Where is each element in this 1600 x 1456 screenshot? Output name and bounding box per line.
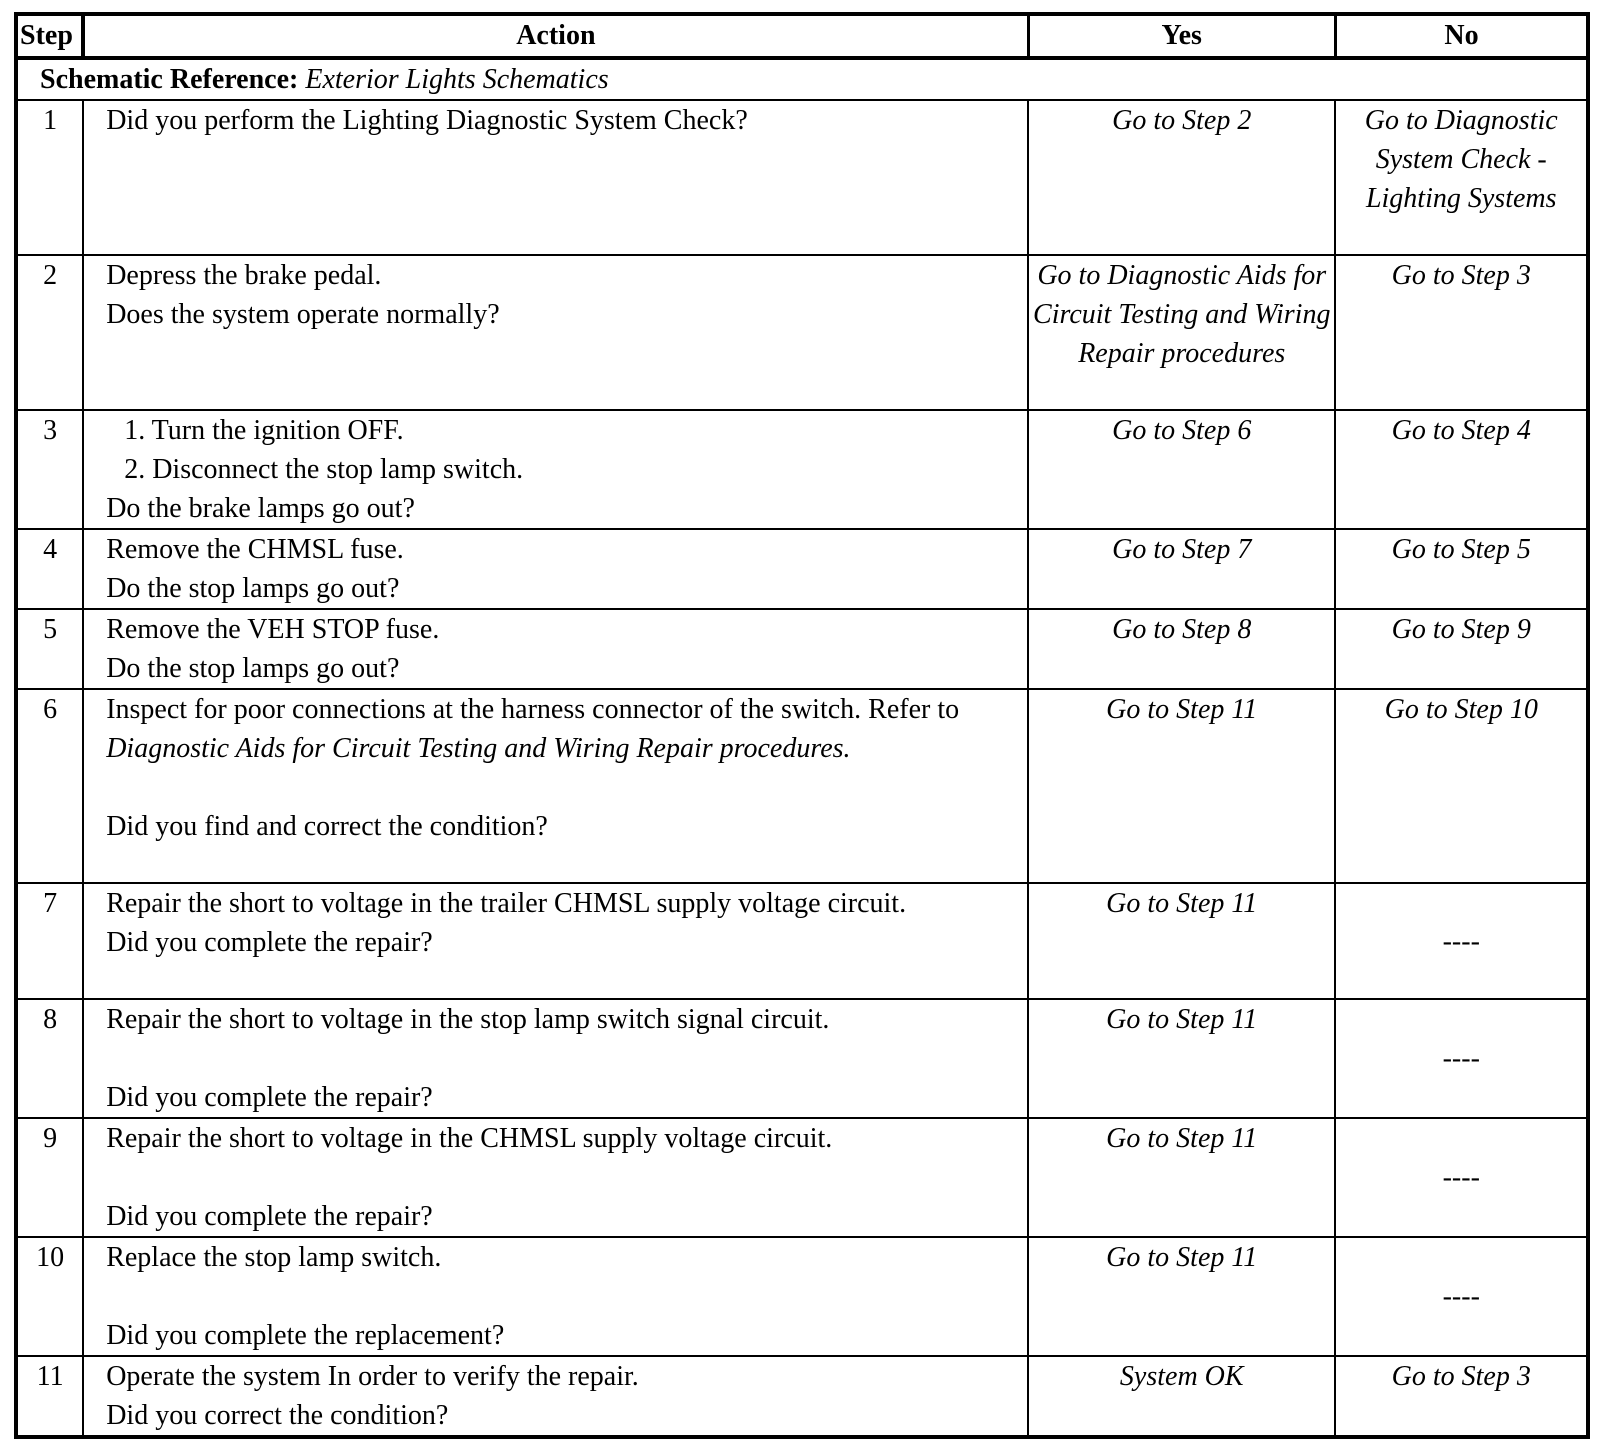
yes-link[interactable]: Go to Step 2 (1028, 100, 1335, 255)
action-question: Did you complete the repair? (106, 1082, 433, 1113)
action-text: Remove the VEH STOP fuse. (106, 614, 440, 645)
table-row (16, 255, 1588, 410)
step-number: 3 (16, 410, 83, 529)
step-number: 8 (16, 999, 83, 1118)
yes-result: System OK (1028, 1356, 1335, 1437)
no-link[interactable]: Go to Step 9 (1335, 609, 1588, 689)
column-header-step: Step (16, 14, 83, 58)
action-cell (83, 410, 1028, 529)
action-text: Depress the brake pedal. (106, 260, 382, 291)
step-number: 4 (16, 529, 83, 609)
yes-link[interactable]: Go to Step 6 (1028, 410, 1335, 529)
action-text: Repair the short to voltage in the stop lamp switch signal circuit. (106, 1004, 830, 1035)
no-empty: ---- (1335, 999, 1588, 1118)
action-text: Repair the short to voltage in the CHMSL supply voltage circuit. (106, 1123, 833, 1154)
action-question: Did you complete the replacement? (106, 1320, 505, 1351)
step-number: 10 (16, 1237, 83, 1356)
action-cell (83, 689, 1028, 883)
action-cell (83, 883, 1028, 999)
table-row (16, 1356, 1588, 1437)
yes-link[interactable]: Go to Diagnostic Aids for Circuit Testing and Wiring Repair procedures (1028, 255, 1335, 410)
table-row (16, 100, 1588, 255)
action-cell (83, 1356, 1028, 1437)
action-cell (83, 1118, 1028, 1237)
step-number: 1 (16, 100, 83, 255)
action-cell (83, 999, 1028, 1118)
schematic-reference-row (16, 58, 1588, 100)
table-row (16, 1118, 1588, 1237)
no-link[interactable]: Go to Step 10 (1335, 689, 1588, 883)
no-link[interactable]: Go to Diagnostic System Check - Lighting Systems (1335, 100, 1588, 255)
action-text: Did you perform the Lighting Diagnostic System Check? (106, 105, 748, 136)
spacer (106, 1277, 1021, 1316)
action-text: Replace the stop lamp switch. (106, 1242, 442, 1273)
table-row (16, 689, 1588, 883)
action-cell (83, 100, 1028, 255)
action-intro: Inspect for poor connections at the harness connector of the switch. Refer to (106, 694, 960, 725)
table-row (16, 883, 1588, 999)
action-question: Do the stop lamps go out? (106, 573, 400, 604)
action-question: Did you complete the repair? (106, 1201, 433, 1232)
no-link[interactable]: Go to Step 5 (1335, 529, 1588, 609)
action-text: Repair the short to voltage in the trailer CHMSL supply voltage circuit. (106, 888, 907, 919)
step-number: 2 (16, 255, 83, 410)
action-question: Do the stop lamps go out? (106, 653, 400, 684)
yes-link[interactable]: Go to Step 8 (1028, 609, 1335, 689)
no-empty: ---- (1335, 883, 1588, 999)
action-question: Did you find and correct the condition? (106, 811, 548, 842)
yes-link[interactable]: Go to Step 11 (1028, 999, 1335, 1118)
spacer (106, 1039, 1021, 1078)
action-question: Did you complete the repair? (106, 927, 433, 958)
schematic-reference-link[interactable]: Exterior Lights Schematics (305, 64, 609, 95)
no-empty: ---- (1335, 1237, 1588, 1356)
action-cell (83, 529, 1028, 609)
action-text: Operate the system In order to verify the repair. (106, 1361, 639, 1392)
action-question: Do the brake lamps go out? (106, 493, 415, 524)
no-link[interactable]: Go to Step 3 (1335, 1356, 1588, 1437)
no-link[interactable]: Go to Step 3 (1335, 255, 1588, 410)
column-header-no: No (1335, 14, 1588, 58)
no-empty: ---- (1335, 1118, 1588, 1237)
table-row (16, 1237, 1588, 1356)
step-number: 7 (16, 883, 83, 999)
no-link[interactable]: Go to Step 4 (1335, 410, 1588, 529)
column-header-action: Action (83, 14, 1028, 58)
step-number: 6 (16, 689, 83, 883)
yes-link[interactable]: Go to Step 11 (1028, 1118, 1335, 1237)
yes-link[interactable]: Go to Step 11 (1028, 1237, 1335, 1356)
action-cell (83, 1237, 1028, 1356)
yes-link[interactable]: Go to Step 7 (1028, 529, 1335, 609)
action-text (106, 690, 1021, 768)
action-cell (83, 609, 1028, 689)
substep-item: 2. Disconnect the stop lamp switch. (124, 454, 524, 485)
table-row (16, 609, 1588, 689)
diagnostic-table (14, 12, 1590, 1439)
table-row (16, 529, 1588, 609)
table-row (16, 999, 1588, 1118)
spacer (106, 1158, 1021, 1197)
diagnostic-aids-link[interactable]: Diagnostic Aids for Circuit Testing and Wiring Repair procedures. (106, 733, 851, 764)
step-number: 11 (16, 1356, 83, 1437)
action-question: Did you correct the condition? (106, 1400, 449, 1431)
spacer (106, 768, 1021, 807)
action-cell (83, 255, 1028, 410)
step-number: 9 (16, 1118, 83, 1237)
schematic-reference-label: Schematic Reference: (40, 64, 299, 95)
table-header-row (16, 14, 1588, 58)
yes-link[interactable]: Go to Step 11 (1028, 689, 1335, 883)
schematic-reference (16, 58, 1588, 100)
action-text: Remove the CHMSL fuse. (106, 534, 404, 565)
substep-item: 1. Turn the ignition OFF. (124, 415, 404, 446)
column-header-yes: Yes (1028, 14, 1335, 58)
table-row (16, 410, 1588, 529)
step-number: 5 (16, 609, 83, 689)
action-question: Does the system operate normally? (106, 299, 500, 330)
yes-link[interactable]: Go to Step 11 (1028, 883, 1335, 999)
